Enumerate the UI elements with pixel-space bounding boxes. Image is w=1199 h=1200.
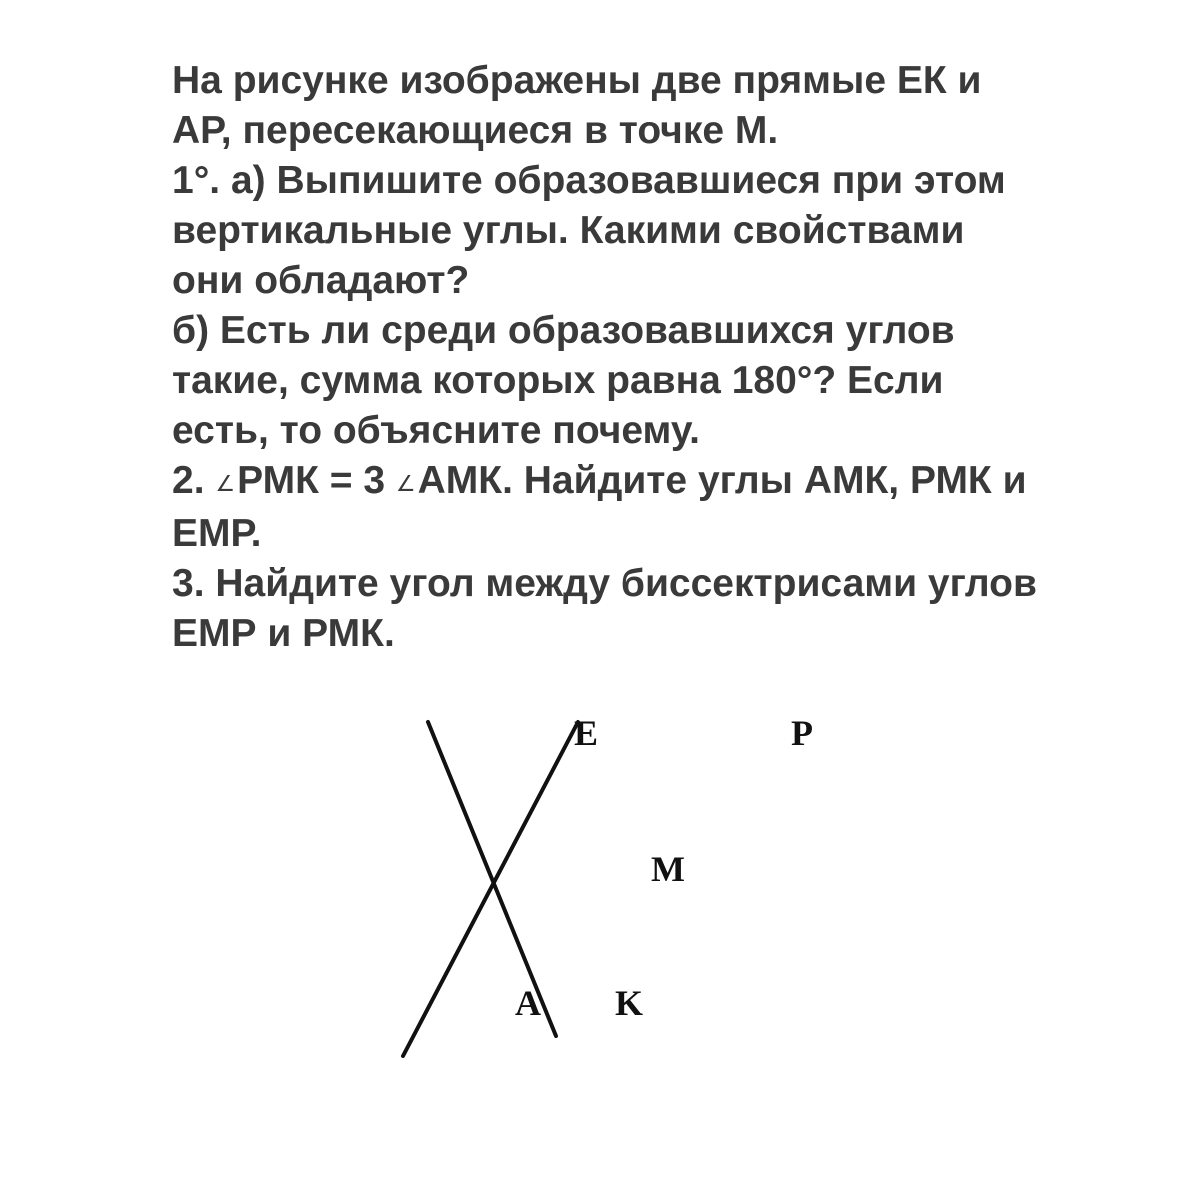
task-line: 3. Найдите угол между биссектрисами углов <box>172 562 1037 605</box>
task-line: они обладают? <box>172 259 470 302</box>
task-line: ЕМР. <box>172 512 262 555</box>
task-line: ЕМР и РМК. <box>172 612 395 655</box>
task-line: 1°. а) Выпишите образовавшиеся при этом <box>172 159 1006 202</box>
task-number: 2. <box>172 459 205 502</box>
task-line: такие, сумма которых равна 180°? Если <box>172 359 944 402</box>
angle-icon: ∠ <box>215 471 236 496</box>
task-line: На рисунке изображены две прямые ЕК и <box>172 59 982 102</box>
task-line: б) Есть ли среди образовавшихся углов <box>172 309 955 352</box>
task-text-fragment: РМК = 3 <box>237 459 386 502</box>
angle-icon: ∠ <box>395 471 416 496</box>
task-text-fragment: АМК. Найдите углы АМК, РМК и <box>417 459 1027 502</box>
label-k: K <box>615 983 644 1023</box>
task-line: есть, то объясните почему. <box>172 409 700 452</box>
task-line: АР, пересекающиеся в точке М. <box>172 109 779 152</box>
label-e: E <box>574 713 599 753</box>
task-line: вертикальные углы. Какими свойствами <box>172 209 965 252</box>
label-a: A <box>515 983 541 1023</box>
label-p: P <box>791 713 813 753</box>
label-m: M <box>651 849 685 889</box>
line-ap <box>403 722 578 1056</box>
